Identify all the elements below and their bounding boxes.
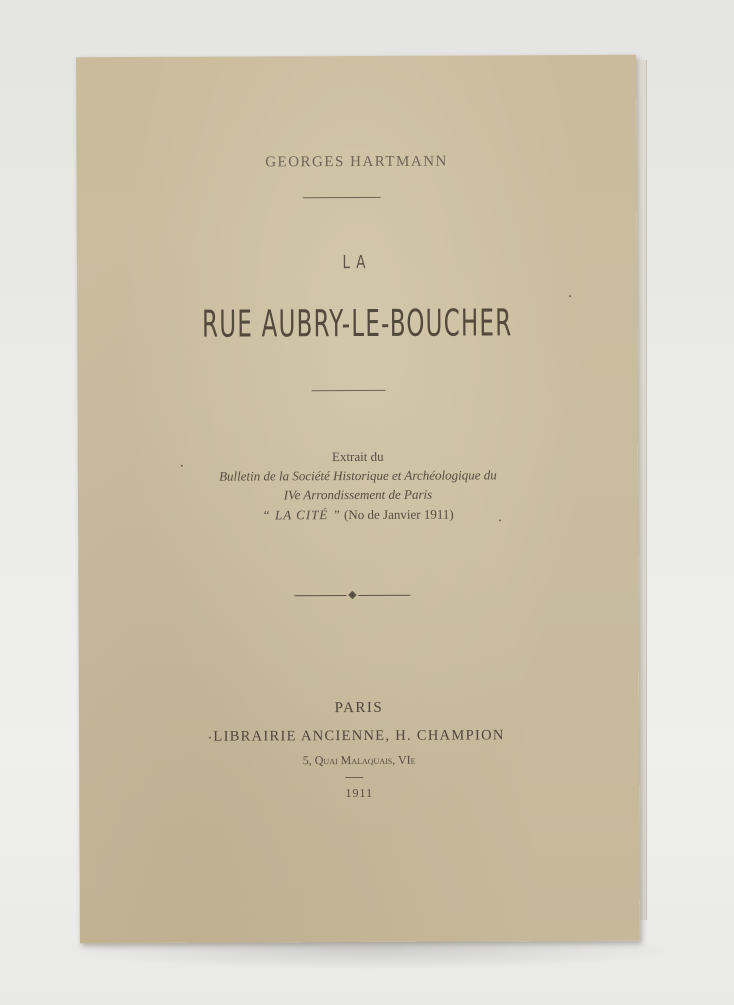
cite-name: “ LA CITÉ ” — [262, 507, 341, 523]
paper-speck — [569, 295, 571, 297]
ornament-diamond-icon — [348, 591, 356, 599]
bulletin-line-1: Bulletin de la Société Historique et Archéologique du — [219, 467, 497, 484]
ornament-line-left — [294, 595, 346, 596]
author-name: GEORGES HARTMANN — [265, 153, 448, 171]
divider-rule-top — [303, 197, 381, 198]
cite-issue: (No de Janvier 1911) — [344, 506, 454, 523]
cite-line — [78, 506, 638, 524]
publication-place: PARIS — [334, 699, 384, 717]
ornament-divider — [294, 591, 410, 602]
title-article: LA — [342, 251, 372, 274]
publication-year: 1911 — [345, 785, 374, 801]
paper-speck — [181, 465, 183, 467]
publisher-address: 5, Quai Malaquais, VIe — [302, 752, 416, 768]
bulletin-line-2: IVe Arrondissement de Paris — [283, 486, 433, 503]
divider-rule-short — [345, 777, 363, 778]
paper-speck — [209, 737, 211, 739]
extract-label: Extrait du — [331, 448, 384, 465]
divider-rule-middle — [312, 390, 386, 391]
publisher-name: LIBRAIRIE ANCIENNE, H. CHAMPION — [213, 727, 505, 745]
booklet-cover — [76, 55, 640, 943]
ornament-line-right — [358, 595, 410, 596]
main-title: RUE AUBRY-LE-BOUCHER — [202, 301, 513, 346]
paper-speck — [499, 519, 501, 521]
